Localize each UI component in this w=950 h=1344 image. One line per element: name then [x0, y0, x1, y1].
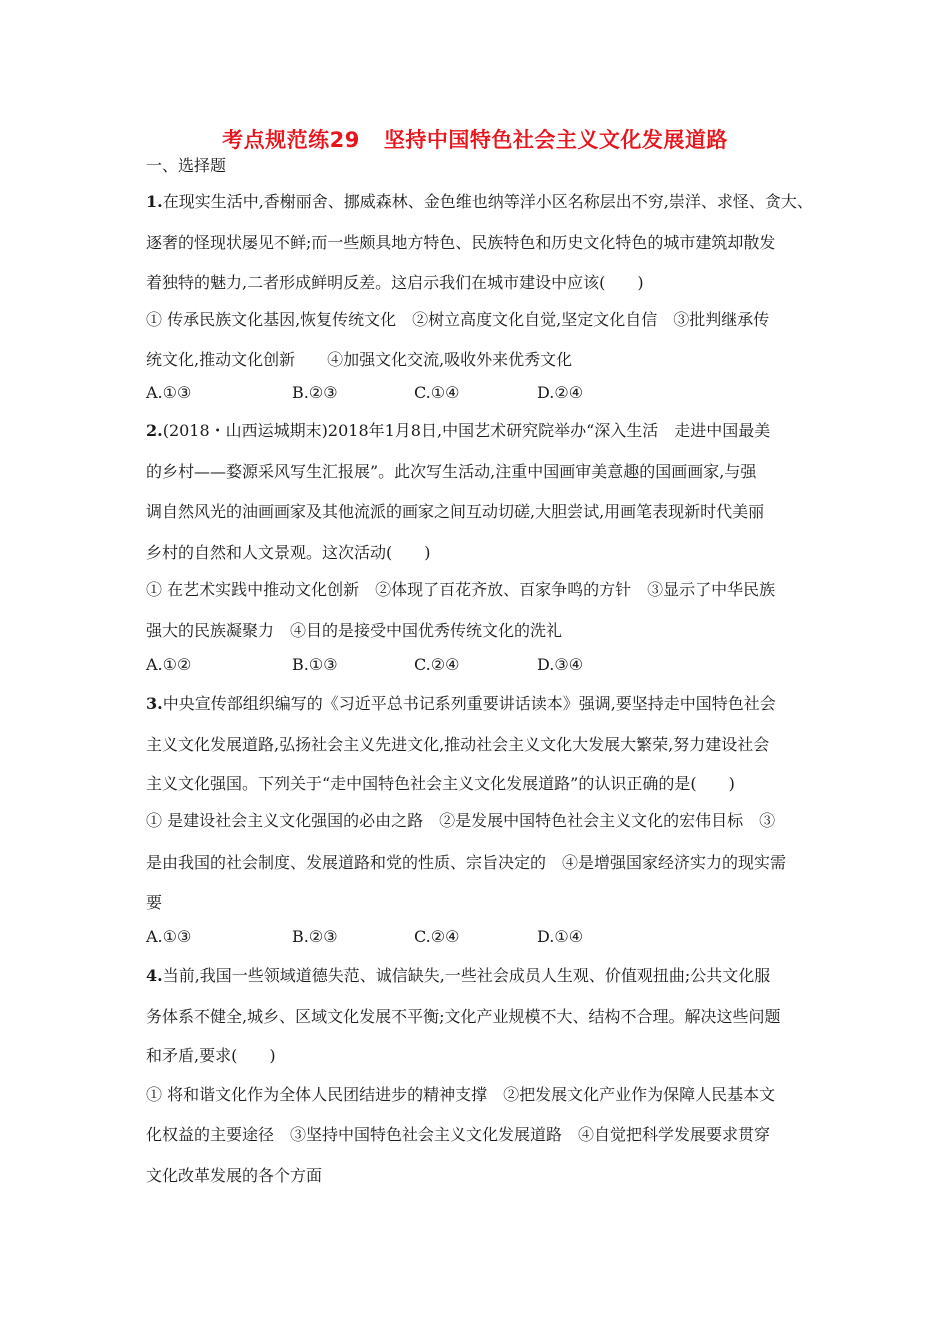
statement-line: 化权益的主要途径 ③坚持中国特色社会主义文化发展道路 ④自觉把科学发展要求贯穿	[146, 1125, 771, 1144]
statement-line: 强大的民族凝聚力 ④目的是接受中国优秀传统文化的洗礼	[146, 621, 563, 640]
statement-line: 是由我国的社会制度、发展道路和党的性质、宗旨决定的 ④是增强国家经济实力的现实需	[146, 853, 787, 872]
question-line: 2.(2018・山西运城期末)2018年1月8日,中国艺术研究院举办“深入生活 走进中国最美	[146, 421, 771, 440]
option-b: B.①③	[292, 655, 338, 674]
page-title	[0, 124, 950, 154]
question-line: 主义文化发展道路,弘扬社会主义先进文化,推动社会主义文化大发展大繁荣,努力建设社会	[146, 735, 770, 754]
section-heading: 一、选择题	[146, 156, 227, 175]
statement-line: ① 在艺术实践中推动文化创新 ②体现了百花齐放、百家争鸣的方针 ③显示了中华民族	[146, 580, 776, 599]
question-line: 的乡村——婺源采风写生汇报展”。此次写生活动,注重中国画审美意趣的国画画家,与强	[146, 462, 757, 481]
question-line: 4.当前,我国一些领域道德失范、诚信缺失,一些社会成员人生观、价值观扭曲;公共文化服	[146, 966, 771, 985]
statement-line: 要	[146, 893, 163, 912]
statement-line: 统文化,推动文化创新 ④加强文化交流,吸收外来优秀文化	[146, 350, 573, 369]
question-line: 着独特的魅力,二者形成鲜明反差。这启示我们在城市建设中应该( )	[146, 273, 644, 292]
option-c: C.②④	[414, 655, 460, 674]
question-line: 乡村的自然和人文景观。这次活动( )	[146, 543, 431, 562]
question-number: 1.	[146, 192, 163, 211]
title-part2: 坚持中国特色社会主义文化发展道路	[383, 128, 728, 152]
statement-line: 文化改革发展的各个方面	[146, 1166, 323, 1185]
statement-line: ① 将和谐文化作为全体人民团结进步的精神支撑 ②把发展文化产业作为保障人民基本文	[146, 1085, 776, 1104]
statement-line: ① 传承民族文化基因,恢复传统文化 ②树立高度文化自觉,坚定文化自信 ③批判继承传	[146, 310, 770, 329]
question-line: 调自然风光的油画画家及其他流派的画家之间互动切磋,大胆尝试,用画笔表现新时代美丽	[146, 502, 765, 521]
option-c: C.②④	[414, 927, 460, 946]
title-part1: 考点规范练29	[222, 128, 360, 152]
option-d: D.②④	[537, 383, 584, 402]
option-a: A.①③	[146, 927, 192, 946]
question-line: 3.中央宣传部组织编写的《习近平总书记系列重要讲话读本》强调,要坚持走中国特色社会	[146, 694, 776, 713]
option-d: D.③④	[537, 655, 584, 674]
question-line: 1.在现实生活中,香榭丽舍、挪威森林、金色维也纳等洋小区名称层出不穷,崇洋、求怪、贪大、	[146, 192, 813, 211]
question-line: 务体系不健全,城乡、区域文化发展不平衡;文化产业规模不大、结构不合理。解决这些问题	[146, 1007, 781, 1026]
option-b: B.②③	[292, 383, 338, 402]
option-b: B.②③	[292, 927, 338, 946]
question-line: 和矛盾,要求( )	[146, 1046, 276, 1065]
question-number: 3.	[146, 694, 163, 713]
question-line: 主义文化强国。下列关于“走中国特色社会主义文化发展道路”的认识正确的是( )	[146, 774, 735, 793]
option-c: C.①④	[414, 383, 460, 402]
option-a: A.①③	[146, 383, 192, 402]
option-a: A.①②	[146, 655, 192, 674]
question-number: 4.	[146, 966, 163, 985]
question-number: 2.	[146, 421, 163, 440]
statement-line: ① 是建设社会主义文化强国的必由之路 ②是发展中国特色社会主义文化的宏伟目标 ③	[146, 811, 776, 830]
question-line: 逐奢的怪现状屡见不鲜;而一些颇具地方特色、民族特色和历史文化特色的城市建筑却散发	[146, 233, 776, 252]
option-d: D.①④	[537, 927, 584, 946]
